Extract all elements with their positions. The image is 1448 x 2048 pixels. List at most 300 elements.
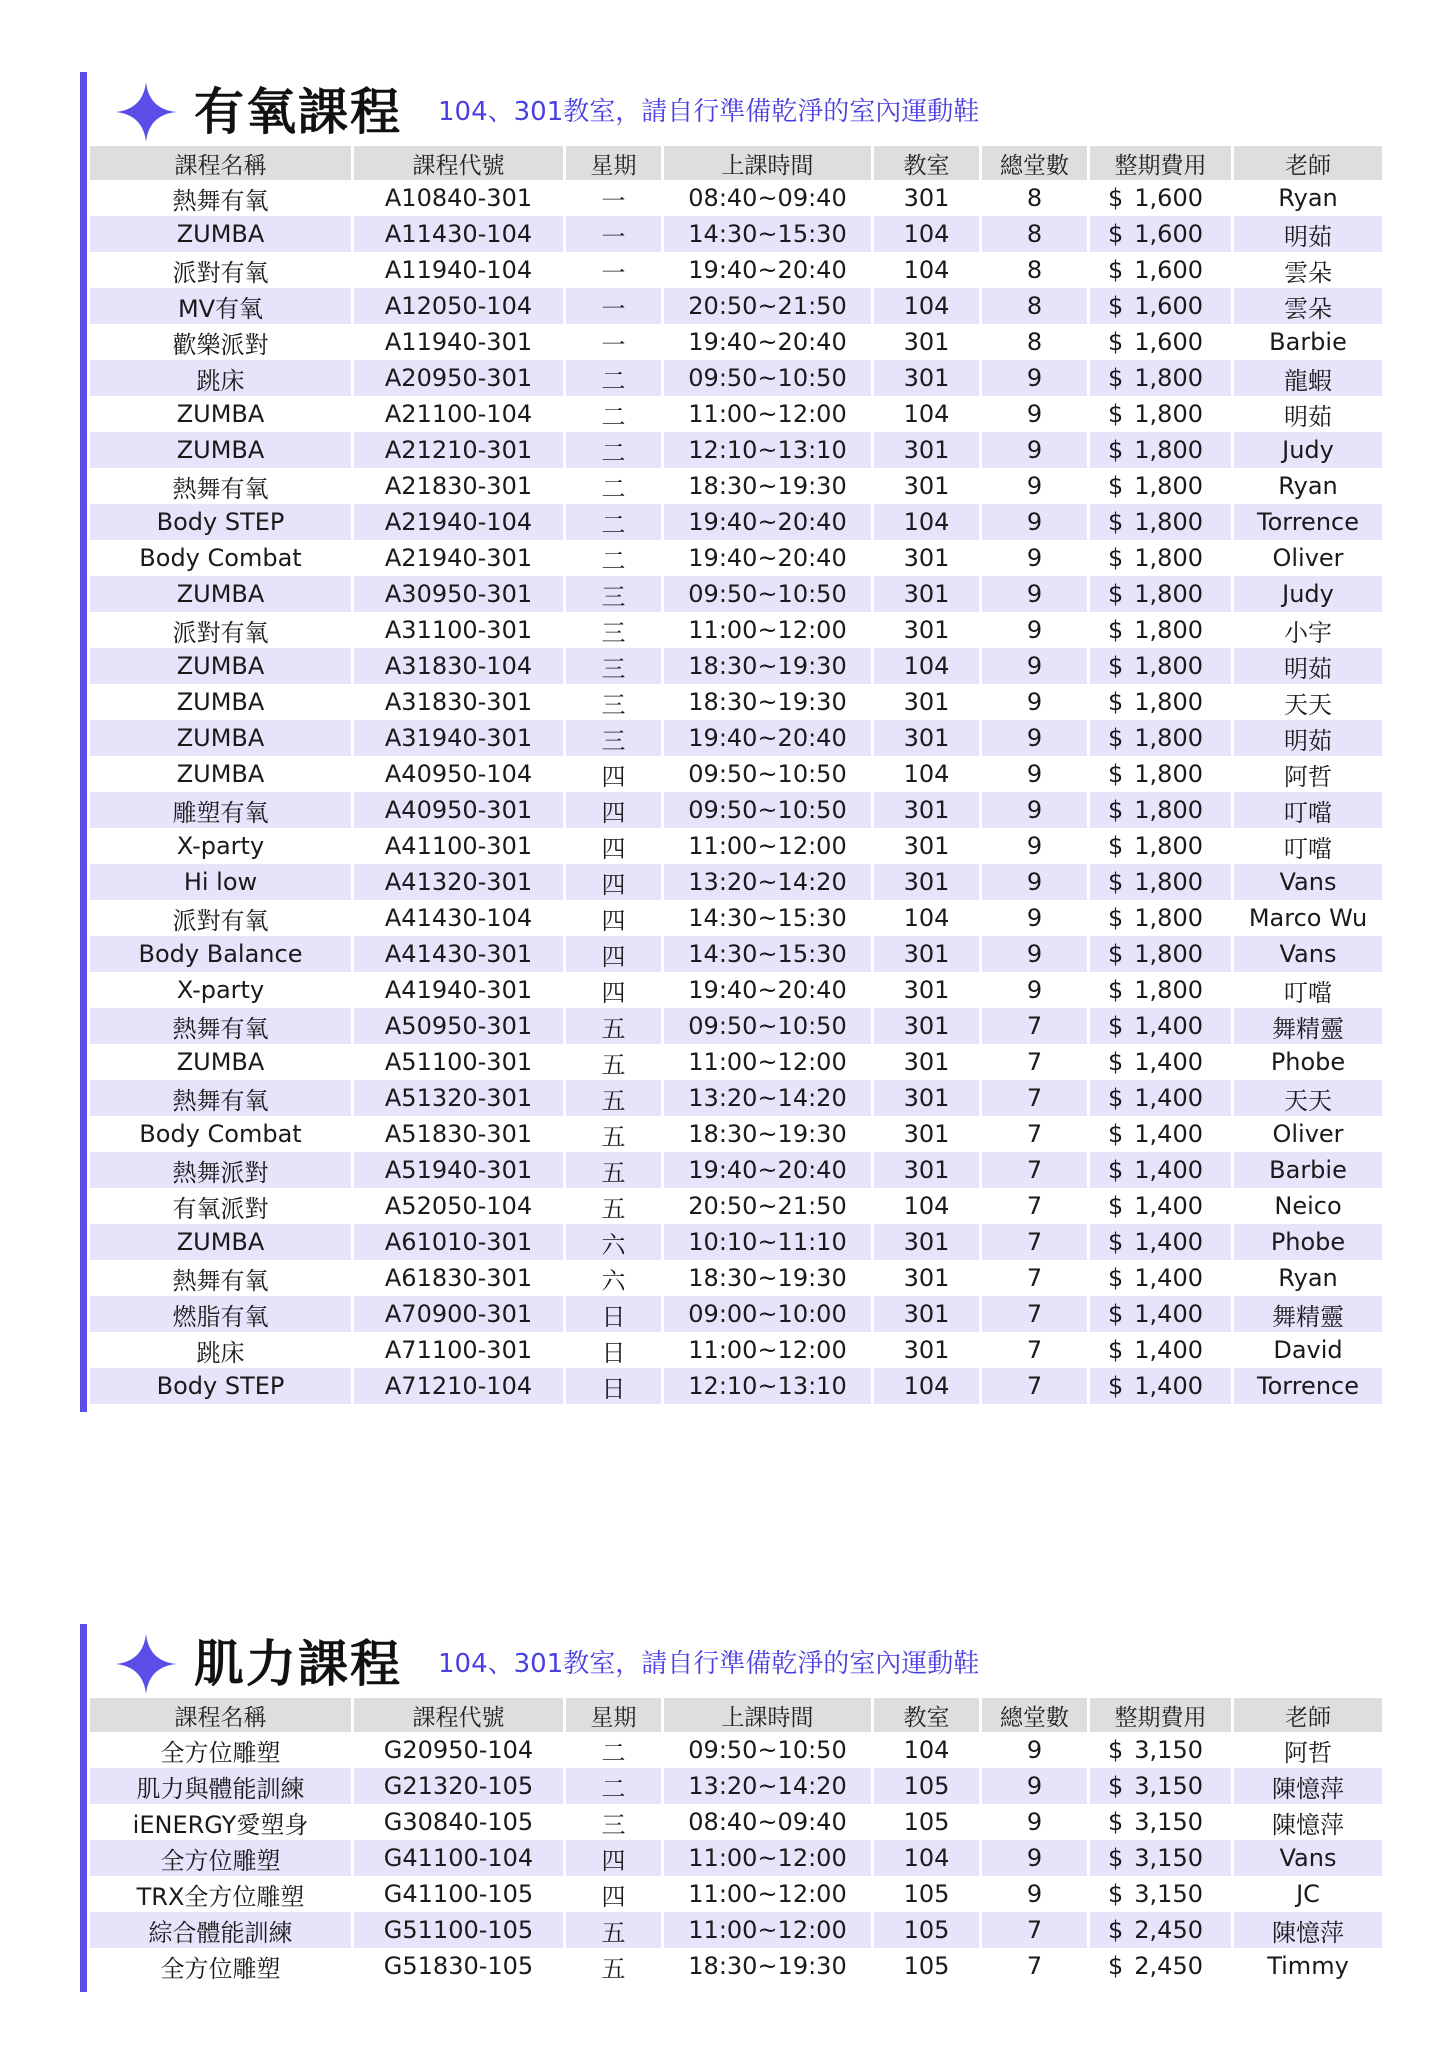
table-row [90, 1296, 1382, 1332]
fee-cell [1090, 864, 1234, 900]
session-count-cell: 9 [982, 1876, 1090, 1912]
weekday-cell: 四 [566, 828, 664, 864]
column-header: 整期費用 [1090, 1698, 1234, 1732]
weekday-cell: 一 [566, 180, 664, 216]
teacher-cell: Judy [1234, 576, 1382, 612]
teacher-cell: 舞精靈 [1234, 1008, 1382, 1044]
classroom-cell: 301 [874, 324, 982, 360]
course-code-cell: A41430-104 [354, 900, 566, 936]
course-name-cell: 派對有氧 [90, 612, 354, 648]
course-name-cell: 熱舞派對 [90, 1152, 354, 1188]
fee-amount: 3,150 [1134, 1844, 1203, 1872]
class-time-cell: 09:50~10:50 [664, 360, 874, 396]
class-time-cell: 09:50~10:50 [664, 756, 874, 792]
table-row [90, 1732, 1382, 1768]
classroom-cell: 301 [874, 1116, 982, 1152]
class-time-cell: 18:30~19:30 [664, 648, 874, 684]
session-count-cell: 7 [982, 1368, 1090, 1404]
teacher-cell: 天天 [1234, 1080, 1382, 1116]
teacher-cell: 小宇 [1284, 618, 1332, 647]
class-time-cell: 18:30~19:30 [664, 1948, 874, 1984]
weekday-cell: 五 [566, 1080, 664, 1116]
table-row [90, 324, 1382, 360]
course-code-cell: A41320-301 [354, 864, 566, 900]
course-name-cell: 派對有氧 [90, 252, 354, 288]
currency-symbol: $ [1108, 544, 1124, 572]
course-name-cell: Hi low [90, 864, 354, 900]
classroom-cell: 104 [874, 1732, 982, 1768]
column-header: 總堂數 [982, 146, 1090, 180]
course-name-cell: TRX全方位雕塑 [90, 1876, 354, 1912]
session-count-cell: 9 [982, 864, 1090, 900]
classroom-cell: 301 [874, 864, 982, 900]
class-time-cell: 13:20~14:20 [664, 1768, 874, 1804]
course-code-cell: G51100-105 [354, 1912, 566, 1948]
course-name-cell: Body Combat [90, 540, 354, 576]
classroom-cell: 301 [874, 1080, 982, 1116]
table-row [90, 648, 1382, 684]
course-name-cell: ZUMBA [90, 216, 354, 252]
table-row [90, 504, 1382, 540]
session-count-cell: 8 [982, 216, 1090, 252]
session-count-cell: 7 [982, 1116, 1090, 1152]
session-count-cell: 7 [982, 1296, 1090, 1332]
fee-cell [1090, 756, 1234, 792]
currency-symbol: $ [1108, 1084, 1124, 1112]
course-code-cell: A11430-104 [354, 216, 566, 252]
fee-amount: 1,800 [1134, 364, 1203, 392]
teacher-cell: 陳憶萍 [1234, 1912, 1382, 1948]
fee-amount: 1,800 [1134, 616, 1203, 644]
classroom-cell: 301 [874, 576, 982, 612]
table-row [90, 432, 1382, 468]
table-row [90, 1008, 1382, 1044]
section-header [116, 72, 979, 152]
column-header: 總堂數 [982, 1698, 1090, 1732]
session-count-cell: 9 [982, 792, 1090, 828]
fee-amount: 1,800 [1134, 400, 1203, 428]
section-accent-bar [80, 72, 87, 1412]
fee-cell [1090, 720, 1234, 756]
class-time-cell: 09:00~10:00 [664, 1296, 874, 1332]
currency-symbol: $ [1108, 1228, 1124, 1256]
session-count-cell: 9 [982, 360, 1090, 396]
course-code-cell: A11940-301 [354, 324, 566, 360]
fee-amount: 2,450 [1134, 1916, 1203, 1944]
fee-cell [1090, 1116, 1234, 1152]
classroom-cell: 301 [874, 1296, 982, 1332]
course-name-cell: Body STEP [90, 1368, 354, 1404]
table-row [90, 540, 1382, 576]
classroom-cell: 301 [874, 828, 982, 864]
column-header: 課程名稱 [90, 146, 354, 180]
table-header-row [90, 1698, 1382, 1732]
course-code-cell: G20950-104 [354, 1732, 566, 1768]
weekday-cell: 日 [566, 1296, 664, 1332]
course-code-cell: A41100-301 [354, 828, 566, 864]
fee-cell [1090, 1768, 1234, 1804]
course-name-cell: 跳床 [90, 1332, 354, 1368]
class-time-cell: 11:00~12:00 [664, 1044, 874, 1080]
teacher-cell: 明茹 [1234, 216, 1382, 252]
course-code-cell: A50950-301 [354, 1008, 566, 1044]
teacher-cell: Barbie [1234, 1152, 1382, 1188]
classroom-cell: 105 [874, 1876, 982, 1912]
class-time-cell: 11:00~12:00 [664, 1876, 874, 1912]
session-count-cell: 7 [982, 1080, 1090, 1116]
course-code-cell: A31830-301 [354, 684, 566, 720]
classroom-cell: 301 [874, 1152, 982, 1188]
fee-amount: 1,800 [1134, 940, 1203, 968]
currency-symbol: $ [1108, 1844, 1124, 1872]
currency-symbol: $ [1108, 652, 1124, 680]
fee-amount: 1,400 [1134, 1156, 1203, 1184]
classroom-cell: 301 [874, 720, 982, 756]
fee-cell [1090, 612, 1234, 648]
classroom-cell: 301 [874, 1332, 982, 1368]
fee-cell [1090, 468, 1234, 504]
classroom-cell: 301 [874, 792, 982, 828]
fee-amount: 1,600 [1134, 220, 1203, 248]
teacher-cell: Judy [1234, 432, 1382, 468]
class-time-cell: 10:10~11:10 [664, 1224, 874, 1260]
session-count-cell: 8 [982, 252, 1090, 288]
session-count-cell: 9 [982, 576, 1090, 612]
column-header: 整期費用 [1090, 146, 1234, 180]
course-code-cell: A41940-301 [354, 972, 566, 1008]
strength-schedule-table [90, 1698, 1382, 1984]
fee-cell [1090, 792, 1234, 828]
class-time-cell: 11:00~12:00 [664, 396, 874, 432]
diamond-icon [116, 82, 176, 142]
course-code-cell: A52050-104 [354, 1188, 566, 1224]
table-row [90, 1188, 1382, 1224]
weekday-cell: 日 [566, 1368, 664, 1404]
fee-cell [1090, 1224, 1234, 1260]
currency-symbol: $ [1108, 1808, 1124, 1836]
weekday-cell: 四 [566, 792, 664, 828]
currency-symbol: $ [1108, 868, 1124, 896]
course-code-cell: A21210-301 [354, 432, 566, 468]
fee-cell [1090, 1296, 1234, 1332]
course-code-cell: A61010-301 [354, 1224, 566, 1260]
course-code-cell: A41430-301 [354, 936, 566, 972]
fee-cell [1090, 576, 1234, 612]
fee-amount: 1,800 [1134, 760, 1203, 788]
fee-amount: 1,600 [1134, 292, 1203, 320]
session-count-cell: 9 [982, 720, 1090, 756]
table-row [90, 1080, 1382, 1116]
fee-cell [1090, 288, 1234, 324]
fee-cell [1090, 504, 1234, 540]
fee-amount: 1,800 [1134, 724, 1203, 752]
currency-symbol: $ [1108, 508, 1124, 536]
class-time-cell: 19:40~20:40 [664, 972, 874, 1008]
classroom-cell: 104 [874, 1188, 982, 1224]
teacher-cell: 雲朵 [1284, 258, 1332, 287]
currency-symbol: $ [1108, 292, 1124, 320]
teacher-cell: 阿哲 [1284, 1738, 1332, 1767]
currency-symbol: $ [1108, 1300, 1124, 1328]
fee-amount: 1,400 [1134, 1264, 1203, 1292]
currency-symbol: $ [1108, 256, 1124, 284]
fee-cell [1090, 1368, 1234, 1404]
weekday-cell: 一 [566, 216, 664, 252]
fee-amount: 1,800 [1134, 868, 1203, 896]
column-header: 星期 [566, 1698, 664, 1732]
currency-symbol: $ [1108, 832, 1124, 860]
table-row [90, 828, 1382, 864]
column-header: 老師 [1234, 146, 1382, 180]
currency-symbol: $ [1108, 796, 1124, 824]
teacher-cell: Vans [1234, 1840, 1382, 1876]
class-time-cell: 11:00~12:00 [664, 1840, 874, 1876]
table-row [90, 1912, 1382, 1948]
weekday-cell: 一 [566, 252, 664, 288]
column-header: 上課時間 [664, 146, 874, 180]
currency-symbol: $ [1108, 1156, 1124, 1184]
classroom-cell: 301 [874, 1044, 982, 1080]
fee-amount: 3,150 [1134, 1772, 1203, 1800]
course-code-cell: A21940-301 [354, 540, 566, 576]
classroom-cell: 105 [874, 1768, 982, 1804]
weekday-cell: 四 [566, 864, 664, 900]
teacher-cell: Vans [1234, 936, 1382, 972]
currency-symbol: $ [1108, 940, 1124, 968]
fee-amount: 1,400 [1134, 1192, 1203, 1220]
class-time-cell: 20:50~21:50 [664, 288, 874, 324]
weekday-cell: 三 [566, 684, 664, 720]
course-name-cell: Body Balance [90, 936, 354, 972]
weekday-cell: 二 [566, 540, 664, 576]
teacher-cell: Barbie [1269, 328, 1347, 356]
teacher-cell: 陳憶萍 [1234, 1768, 1382, 1804]
session-count-cell: 9 [982, 468, 1090, 504]
currency-symbol: $ [1108, 472, 1124, 500]
weekday-cell: 二 [566, 468, 664, 504]
currency-symbol: $ [1108, 400, 1124, 428]
course-code-cell: A20950-301 [354, 360, 566, 396]
table-row [90, 792, 1382, 828]
fee-cell [1090, 936, 1234, 972]
section-subtitle: 104、301教室，請自行準備乾淨的室內運動鞋 [438, 1649, 980, 1679]
session-count-cell: 9 [982, 756, 1090, 792]
course-name-cell: 熱舞有氧 [90, 468, 354, 504]
currency-symbol: $ [1108, 904, 1124, 932]
currency-symbol: $ [1108, 688, 1124, 716]
classroom-cell: 301 [874, 612, 982, 648]
fee-amount: 1,800 [1134, 472, 1203, 500]
course-name-cell: 熱舞有氧 [90, 1080, 354, 1116]
session-count-cell: 9 [982, 684, 1090, 720]
teacher-cell: 叮噹 [1234, 792, 1382, 828]
currency-symbol: $ [1108, 760, 1124, 788]
currency-symbol: $ [1108, 1336, 1124, 1364]
class-time-cell: 12:10~13:10 [664, 432, 874, 468]
currency-symbol: $ [1108, 724, 1124, 752]
weekday-cell: 三 [566, 720, 664, 756]
teacher-cell: 明茹 [1234, 648, 1382, 684]
session-count-cell: 9 [982, 1732, 1090, 1768]
course-name-cell: 燃脂有氧 [90, 1296, 354, 1332]
fee-amount: 1,800 [1134, 508, 1203, 536]
currency-symbol: $ [1108, 976, 1124, 1004]
session-count-cell: 7 [982, 1912, 1090, 1948]
course-name-cell: 全方位雕塑 [90, 1732, 354, 1768]
weekday-cell: 二 [566, 432, 664, 468]
weekday-cell: 三 [566, 612, 664, 648]
course-code-cell: A70900-301 [354, 1296, 566, 1332]
session-count-cell: 9 [982, 1840, 1090, 1876]
table-row [90, 1116, 1382, 1152]
course-code-cell: G41100-105 [354, 1876, 566, 1912]
teacher-cell: Vans [1234, 864, 1382, 900]
classroom-cell: 105 [874, 1948, 982, 1984]
teacher-cell: Phobe [1234, 1224, 1382, 1260]
table-row [90, 468, 1382, 504]
fee-cell [1090, 360, 1234, 396]
course-name-cell: X-party [90, 828, 354, 864]
fee-cell [1090, 1804, 1234, 1840]
fee-cell [1090, 1188, 1234, 1224]
course-name-cell: ZUMBA [90, 720, 354, 756]
currency-symbol: $ [1108, 1736, 1124, 1764]
class-time-cell: 08:40~09:40 [664, 1804, 874, 1840]
class-time-cell: 09:50~10:50 [664, 576, 874, 612]
fee-amount: 1,800 [1134, 976, 1203, 1004]
course-code-cell: A31100-301 [354, 612, 566, 648]
course-code-cell: A51100-301 [354, 1044, 566, 1080]
weekday-cell: 五 [566, 1188, 664, 1224]
fee-cell [1090, 648, 1234, 684]
course-name-cell: ZUMBA [90, 756, 354, 792]
class-time-cell: 14:30~15:30 [664, 900, 874, 936]
course-name-cell: ZUMBA [90, 1044, 354, 1080]
session-count-cell: 8 [982, 288, 1090, 324]
teacher-cell: Marco Wu [1248, 904, 1368, 932]
column-header: 課程代號 [354, 146, 566, 180]
weekday-cell: 五 [566, 1152, 664, 1188]
class-time-cell: 18:30~19:30 [664, 1260, 874, 1296]
course-name-cell: 全方位雕塑 [90, 1948, 354, 1984]
fee-amount: 3,150 [1134, 1736, 1203, 1764]
session-count-cell: 9 [982, 936, 1090, 972]
fee-cell [1090, 396, 1234, 432]
section-subtitle: 104、301教室，請自行準備乾淨的室內運動鞋 [438, 97, 980, 127]
weekday-cell: 二 [566, 360, 664, 396]
weekday-cell: 四 [566, 936, 664, 972]
fee-cell [1090, 180, 1234, 216]
fee-amount: 1,400 [1134, 1336, 1203, 1364]
weekday-cell: 六 [566, 1224, 664, 1260]
course-name-cell: X-party [90, 972, 354, 1008]
teacher-cell: 舞精靈 [1234, 1296, 1382, 1332]
column-header: 老師 [1234, 1698, 1382, 1732]
session-count-cell: 7 [982, 1152, 1090, 1188]
currency-symbol: $ [1108, 1772, 1124, 1800]
course-code-cell: A21830-301 [354, 468, 566, 504]
section-title: 肌力課程 [194, 1635, 402, 1693]
fee-cell [1090, 900, 1234, 936]
currency-symbol: $ [1108, 1120, 1124, 1148]
course-name-cell: ZUMBA [90, 1224, 354, 1260]
course-code-cell: A71210-104 [354, 1368, 566, 1404]
fee-cell [1090, 1732, 1234, 1768]
course-name-cell: 有氧派對 [90, 1188, 354, 1224]
column-header: 課程名稱 [90, 1698, 354, 1732]
fee-amount: 1,400 [1134, 1372, 1203, 1400]
fee-amount: 1,800 [1134, 688, 1203, 716]
classroom-cell: 301 [874, 1224, 982, 1260]
weekday-cell: 五 [566, 1044, 664, 1080]
teacher-cell: 陳憶萍 [1272, 1810, 1344, 1839]
column-header: 上課時間 [664, 1698, 874, 1732]
table-row [90, 756, 1382, 792]
course-name-cell: 全方位雕塑 [90, 1840, 354, 1876]
classroom-cell: 301 [874, 540, 982, 576]
weekday-cell: 四 [566, 1876, 664, 1912]
teacher-cell: Oliver [1272, 1120, 1344, 1148]
table-row [90, 288, 1382, 324]
course-code-cell: A11940-104 [354, 252, 566, 288]
currency-symbol: $ [1108, 436, 1124, 464]
course-code-cell: A31940-301 [354, 720, 566, 756]
table-row [90, 1804, 1382, 1840]
fee-cell [1090, 1876, 1234, 1912]
fee-cell [1090, 1840, 1234, 1876]
course-name-cell: 熱舞有氧 [90, 180, 354, 216]
teacher-cell: Oliver [1272, 544, 1344, 572]
currency-symbol: $ [1108, 328, 1124, 356]
fee-amount: 1,800 [1134, 544, 1203, 572]
teacher-cell: Timmy [1267, 1952, 1349, 1980]
currency-symbol: $ [1108, 1048, 1124, 1076]
fee-amount: 1,400 [1134, 1084, 1203, 1112]
column-header: 教室 [874, 146, 982, 180]
currency-symbol: $ [1108, 1012, 1124, 1040]
table-row [90, 1224, 1382, 1260]
classroom-cell: 301 [874, 432, 982, 468]
session-count-cell: 9 [982, 432, 1090, 468]
fee-amount: 1,800 [1134, 580, 1203, 608]
class-time-cell: 19:40~20:40 [664, 720, 874, 756]
class-time-cell: 19:40~20:40 [664, 504, 874, 540]
session-count-cell: 9 [982, 396, 1090, 432]
fee-cell [1090, 1152, 1234, 1188]
session-count-cell: 9 [982, 900, 1090, 936]
teacher-cell: Ryan [1278, 184, 1338, 212]
fee-amount: 1,400 [1134, 1048, 1203, 1076]
teacher-cell: Torrence [1234, 504, 1382, 540]
currency-symbol: $ [1108, 220, 1124, 248]
session-count-cell: 7 [982, 1044, 1090, 1080]
fee-amount: 1,600 [1134, 184, 1203, 212]
weekday-cell: 四 [566, 900, 664, 936]
currency-symbol: $ [1108, 1916, 1124, 1944]
table-row [90, 936, 1382, 972]
fee-amount: 1,400 [1134, 1300, 1203, 1328]
fee-cell [1090, 540, 1234, 576]
teacher-cell: David [1273, 1336, 1343, 1364]
table-row [90, 1044, 1382, 1080]
teacher-cell: 天天 [1284, 690, 1332, 719]
currency-symbol: $ [1108, 616, 1124, 644]
fee-cell [1090, 828, 1234, 864]
column-header: 星期 [566, 146, 664, 180]
table-row [90, 720, 1382, 756]
session-count-cell: 9 [982, 504, 1090, 540]
fee-cell [1090, 1912, 1234, 1948]
